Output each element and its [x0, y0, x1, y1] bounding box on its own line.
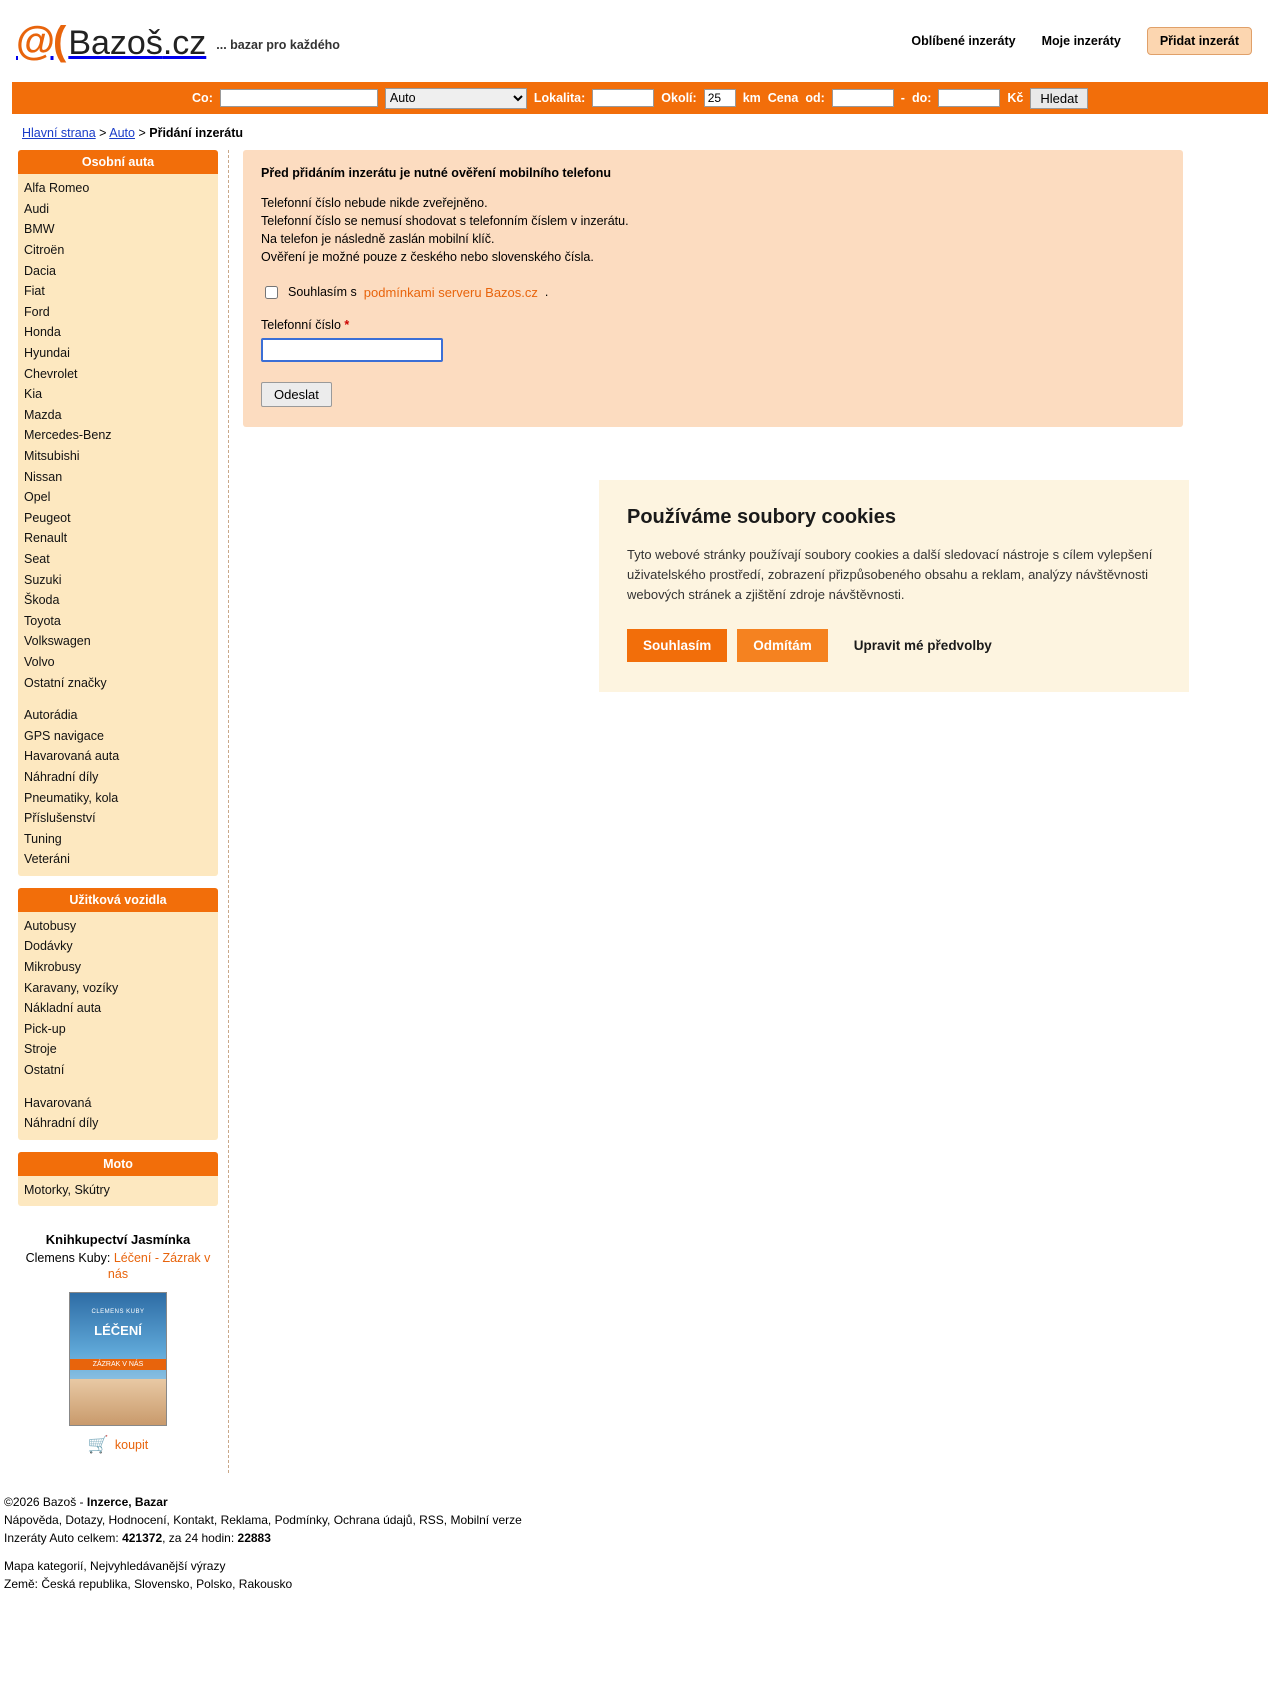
- cookie-preferences-button[interactable]: Upravit mé předvolby: [838, 629, 1008, 662]
- required-marker: *: [344, 317, 350, 332]
- sidebar-item-renault[interactable]: Renault: [24, 531, 68, 546]
- footer-countries: [4, 1575, 1280, 1593]
- sidebar-item-fiat[interactable]: Fiat: [24, 284, 45, 299]
- phone-field-label: [261, 318, 1165, 332]
- search-price-from-input[interactable]: [832, 89, 894, 107]
- breadcrumb: [0, 114, 1280, 150]
- sidebar-item-nahradni-dily-uzitkova[interactable]: Náhradní díly: [24, 1116, 99, 1131]
- search-km-label: km: [742, 91, 761, 105]
- ad-cover-title: LÉČENÍ: [94, 1323, 142, 1339]
- sidebar-group-title: Užitková vozidla: [18, 888, 218, 912]
- ad-title: Knihkupectví Jasmínka: [45, 1232, 191, 1248]
- breadcrumb-sep-2: >: [138, 126, 146, 140]
- ad-cover-author: CLEMENS KUBY: [91, 1309, 145, 1316]
- sidebar: [18, 150, 229, 1473]
- search-location-input[interactable]: [592, 89, 654, 107]
- sidebar-item-tuning[interactable]: Tuning: [24, 831, 62, 846]
- ad-buy-link[interactable]: koupit: [114, 1437, 149, 1452]
- footer-copyright: [4, 1493, 1280, 1511]
- search-radius-label: Okolí:: [661, 91, 697, 105]
- sidebar-item-mikrobusy[interactable]: Mikrobusy: [24, 960, 81, 975]
- ad-book-cover[interactable]: [69, 1292, 167, 1426]
- submit-button[interactable]: Odeslat: [261, 382, 332, 407]
- search-radius-input[interactable]: [704, 89, 736, 107]
- sidebar-item-opel[interactable]: Opel: [24, 490, 51, 505]
- sidebar-item-autoradia[interactable]: Autorádia: [24, 708, 78, 723]
- search-bar: [12, 82, 1268, 114]
- search-price-to-input[interactable]: [938, 89, 1000, 107]
- breadcrumb-sep-1: >: [99, 126, 107, 140]
- phone-label-text: Telefonní číslo: [261, 317, 341, 332]
- sidebar-item-volvo[interactable]: Volvo: [24, 654, 55, 669]
- sidebar-item-autobusy[interactable]: Autobusy: [24, 918, 77, 933]
- footer-countries-label: Země:: [4, 1577, 39, 1592]
- sidebar-item-suzuki[interactable]: Suzuki: [24, 572, 62, 587]
- sidebar-item-motorky-skutry[interactable]: Motorky, Skútry: [24, 1182, 110, 1197]
- main-content: [229, 150, 1280, 654]
- cookie-consent-banner: [599, 480, 1189, 692]
- sidebar-item-nahradni-dily[interactable]: Náhradní díly: [24, 769, 99, 784]
- sidebar-item-pick-up[interactable]: Pick-up: [24, 1021, 66, 1036]
- breadcrumb-auto[interactable]: Auto: [109, 126, 135, 140]
- sidebar-item-skoda[interactable]: Škoda: [24, 593, 60, 608]
- nav-favorites[interactable]: Oblíbené inzeráty: [911, 34, 1016, 48]
- sidebar-item-toyota[interactable]: Toyota: [24, 613, 61, 628]
- nav-my-ads[interactable]: Moje inzeráty: [1041, 34, 1121, 48]
- sidebar-ad: [18, 1218, 218, 1453]
- ad-subtitle: [18, 1251, 218, 1282]
- sidebar-group-list: [18, 1176, 218, 1207]
- search-price-from-label: od:: [805, 91, 825, 105]
- body-wrapper: [0, 150, 1280, 1473]
- footer-stats-mid: , za 24 hodin:: [162, 1531, 235, 1546]
- footer-map-links[interactable]: Mapa kategorií, Nejvyhledávanější výrazy: [4, 1559, 226, 1574]
- header-nav: [911, 27, 1264, 55]
- search-price-to-label: do:: [911, 91, 932, 105]
- ad-buy-row[interactable]: [88, 1436, 149, 1453]
- search-price-dash: -: [900, 91, 905, 105]
- sidebar-item-veterani[interactable]: Veteráni: [24, 852, 70, 867]
- terms-link[interactable]: podmínkami serveru Bazos.cz: [363, 284, 538, 300]
- footer-copyright-strong: Inzerce, Bazar: [86, 1495, 168, 1510]
- footer-stats: [4, 1529, 1280, 1547]
- sidebar-item-peugeot[interactable]: Peugeot: [24, 510, 71, 525]
- sidebar-item-hyundai[interactable]: Hyundai: [24, 346, 70, 361]
- sidebar-item-ostatni-znacky[interactable]: Ostatní značky: [24, 675, 107, 690]
- verification-note-4: Ověření je možné pouze z českého nebo slovenského čísla.: [261, 250, 594, 265]
- footer-countries-list[interactable]: Česká republika, Slovensko, Polsko, Rakousko: [41, 1577, 293, 1592]
- logo-at-icon: @(: [16, 19, 65, 63]
- sidebar-item-havarovana-auta[interactable]: Havarovaná auta: [24, 749, 120, 764]
- breadcrumb-home[interactable]: Hlavní strana: [22, 126, 96, 140]
- breadcrumb-current: Přidání inzerátu: [149, 126, 244, 140]
- sidebar-item-karavany-voziky[interactable]: Karavany, vozíky: [24, 980, 119, 995]
- sidebar-item-prislusenstvi[interactable]: Příslušenství: [24, 811, 96, 826]
- verification-note-1: Telefonní číslo nebude nikde zveřejněno.: [261, 196, 488, 210]
- footer-copyright-text: ©2026 Bazoš -: [4, 1495, 84, 1510]
- sidebar-item-mitsubishi[interactable]: Mitsubishi: [24, 449, 80, 464]
- sidebar-group-title: Osobní auta: [18, 150, 218, 174]
- sidebar-item-dacia[interactable]: Dacia: [24, 263, 56, 278]
- sidebar-divider: [18, 1080, 218, 1092]
- cookie-text: Tyto webové stránky používají soubory cookies a další sledovací nástroje s cílem vylepšení uživatelského prostředí, zobrazení přizpůsobeného obsahu a reklam, analýzy návštěvnosti webových stránek a zjištění zdroje návštěvnosti.: [627, 547, 1153, 603]
- footer-stats-day: 22883: [237, 1531, 271, 1546]
- ad-cover-image: [70, 1379, 166, 1425]
- sidebar-item-havarovana[interactable]: Havarovaná: [24, 1095, 92, 1110]
- sidebar-item-honda[interactable]: Honda: [24, 325, 61, 340]
- footer-spacer: [4, 1547, 1280, 1557]
- site-footer: [0, 1473, 1280, 1613]
- sidebar-item-gps-navigace[interactable]: GPS navigace: [24, 728, 104, 743]
- sidebar-item-dodavky[interactable]: Dodávky: [24, 939, 73, 954]
- site-tagline: ... bazar pro každého: [216, 38, 340, 52]
- sidebar-divider: [18, 693, 218, 705]
- ad-book-link[interactable]: Léčení - Zázrak v nás: [107, 1251, 211, 1281]
- sidebar-group-uzitkova-vozidla: [18, 888, 218, 1140]
- sidebar-item-mazda[interactable]: Mazda: [24, 407, 62, 422]
- verification-title: Před přidáním inzerátu je nutné ověření mobilního telefonu: [261, 166, 612, 180]
- ad-author: Clemens Kuby:: [25, 1251, 111, 1266]
- verification-note-3: Na telefon je následně zaslán mobilní klíč.: [261, 232, 495, 247]
- search-location-label: Lokalita:: [533, 91, 586, 105]
- sidebar-group-list: [18, 174, 218, 876]
- sidebar-item-seat[interactable]: Seat: [24, 551, 50, 566]
- sidebar-group-list: [18, 912, 218, 1140]
- sidebar-item-stroje[interactable]: Stroje: [24, 1042, 57, 1057]
- cookie-title: Používáme soubory cookies: [627, 506, 896, 528]
- sidebar-item-audi[interactable]: Audi: [24, 201, 50, 216]
- sidebar-item-chevrolet[interactable]: Chevrolet: [24, 366, 78, 381]
- footer-links[interactable]: Nápověda, Dotazy, Hodnocení, Kontakt, Reklama, Podmínky, Ochrana údajů, RSS, Mobilní verze: [4, 1513, 522, 1528]
- search-submit-button[interactable]: Hledat: [1030, 88, 1088, 109]
- terms-period: .: [544, 285, 549, 299]
- sidebar-item-kia[interactable]: Kia: [24, 387, 43, 402]
- sidebar-item-nakladni-auta[interactable]: Nákladní auta: [24, 1001, 102, 1016]
- cookie-buttons: [627, 629, 1161, 662]
- terms-checkbox[interactable]: [265, 286, 278, 299]
- search-co-label: Co:: [192, 91, 213, 105]
- cart-icon: 🛒: [87, 1435, 109, 1455]
- terms-row: [261, 283, 1165, 302]
- search-currency-label: Kč: [1007, 91, 1024, 105]
- sidebar-item-nissan[interactable]: Nissan: [24, 469, 63, 484]
- sidebar-item-alfa-romeo[interactable]: Alfa Romeo: [24, 181, 90, 196]
- sidebar-item-ostatni[interactable]: Ostatní: [24, 1063, 65, 1078]
- sidebar-group-moto: [18, 1152, 218, 1207]
- ad-cover-subtitle: ZÁZRAK V NÁS: [70, 1359, 166, 1370]
- sidebar-item-pneumatiky-kola[interactable]: Pneumatiky, kola: [24, 790, 119, 805]
- phone-verification-panel: [243, 150, 1183, 427]
- sidebar-item-mercedes-benz[interactable]: Mercedes-Benz: [24, 428, 112, 443]
- sidebar-group-osobni-auta: [18, 150, 218, 876]
- search-price-label: Cena: [767, 91, 799, 105]
- footer-stats-total: 421372: [122, 1531, 163, 1546]
- site-header: [0, 0, 1280, 82]
- sidebar-item-citroen[interactable]: Citroën: [24, 243, 65, 258]
- cookie-reject-button[interactable]: Odmítám: [737, 629, 828, 662]
- logo-text: Bazoš.cz: [68, 24, 207, 62]
- add-ad-button[interactable]: Přidat inzerát: [1147, 27, 1252, 55]
- phone-input[interactable]: [261, 338, 443, 362]
- footer-stats-prefix: Inzeráty Auto celkem:: [4, 1531, 119, 1546]
- cookie-accept-button[interactable]: Souhlasím: [627, 629, 727, 662]
- search-query-input[interactable]: [220, 89, 378, 107]
- sidebar-item-bmw[interactable]: BMW: [24, 222, 55, 237]
- sidebar-item-volkswagen[interactable]: Volkswagen: [24, 634, 91, 649]
- sidebar-item-ford[interactable]: Ford: [24, 304, 50, 319]
- terms-text: Souhlasím s: [288, 285, 357, 299]
- sidebar-group-title: Moto: [18, 1152, 218, 1176]
- verification-note-2: Telefonní číslo se nemusí shodovat s telefonním číslem v inzerátu.: [261, 214, 629, 229]
- search-category-select[interactable]: [385, 88, 527, 109]
- site-logo[interactable]: [16, 21, 206, 61]
